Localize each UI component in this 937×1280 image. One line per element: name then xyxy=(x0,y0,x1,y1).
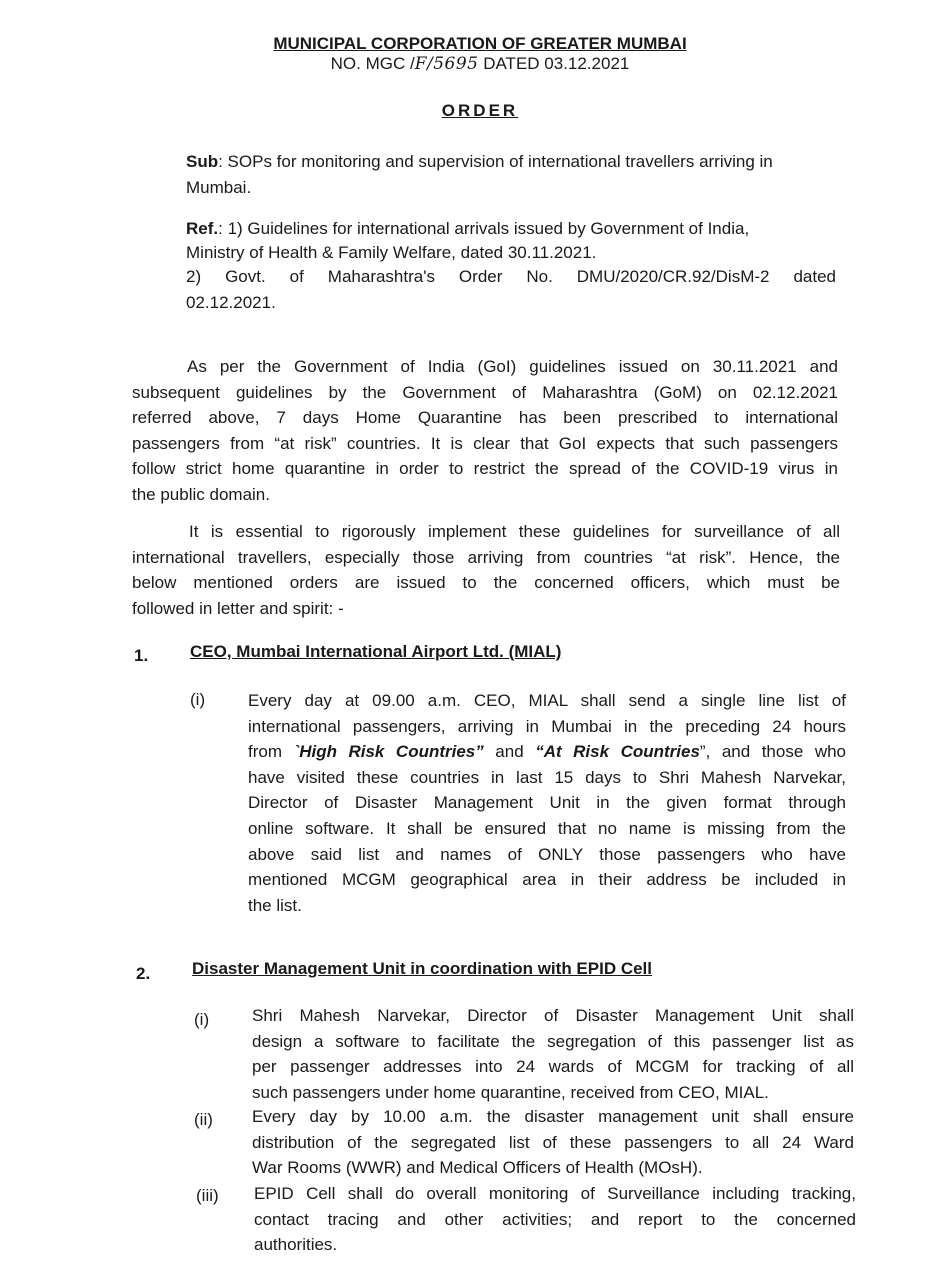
section-2-item-1-line: Shri Mahesh Narvekar, Director of Disaster Management Unit shall xyxy=(252,1006,854,1025)
section-2-item-2-line: Every day by 10.00 a.m. the disaster management unit shall ensure xyxy=(252,1107,854,1126)
text-run: ”, and those who xyxy=(699,742,847,762)
section-2-item-3-text xyxy=(254,1181,856,1258)
section-2-item-2-line: War Rooms (WWR) and Medical Officers of Health (MOsH). xyxy=(252,1158,703,1178)
subject-text: : SOPs for monitoring and supervision of international travellers arriving in xyxy=(218,152,773,171)
text-run: from xyxy=(248,742,294,762)
reference-text-1: : 1) Guidelines for international arrivals issued by Government of India, xyxy=(218,219,750,238)
section-1-item-1-marker: (i) xyxy=(190,690,206,709)
section-1-heading: CEO, Mumbai International Airport Ltd. (MIAL) xyxy=(190,642,562,661)
paragraph-1-line: follow strict home quarantine in order to restrict the spread of the COVID-19 virus in xyxy=(132,459,838,479)
organization-title: MUNICIPAL CORPORATION OF GREATER MUMBAI xyxy=(273,34,687,53)
section-2-item-2-marker: (ii) xyxy=(194,1110,213,1129)
section-2-item-3-line: contact tracing and other activities; and report to the concerned xyxy=(254,1209,856,1229)
section-1-item-1-line: Every day at 09.00 a.m. CEO, MIAL shall send a single line list of xyxy=(248,691,846,710)
subject-label: Sub xyxy=(186,152,219,171)
reference-line-2: Ministry of Health & Family Welfare, dated 30.11.2021. xyxy=(186,243,597,262)
text-run: and xyxy=(483,742,536,762)
reference-prefix: NO. MGC / xyxy=(330,54,415,73)
high-risk-countries-emphasis: `High Risk Countries” xyxy=(293,742,484,762)
paragraph-2 xyxy=(132,519,840,621)
section-2-item-1-line: such passengers under home quarantine, received from CEO, MIAL. xyxy=(252,1082,769,1102)
reference-date: DATED 03.12.2021 xyxy=(478,54,630,73)
paragraph-1-line: As per the Government of India (GoI) guidelines issued on 30.11.2021 and xyxy=(187,357,838,376)
paragraph-2-line: followed in letter and spirit: - xyxy=(132,598,344,618)
section-2-item-1-text xyxy=(252,1003,854,1105)
subject-line-2: Mumbai. xyxy=(186,178,252,197)
paragraph-1-line: referred above, 7 days Home Quarantine has been prescribed to international xyxy=(132,408,838,428)
section-1-item-1-line: the list. xyxy=(248,895,302,915)
section-2-item-3-line: authorities. xyxy=(254,1235,338,1255)
section-2-item-2-line: distribution of the segregated list of these passengers to all 24 Ward xyxy=(252,1132,854,1152)
order-reference-line xyxy=(200,54,760,74)
section-1-item-1-line: above said list and names of ONLY those passengers who have xyxy=(248,844,846,864)
section-2-number: 2. xyxy=(136,964,151,983)
reference-line-4: 02.12.2021. xyxy=(186,293,276,312)
section-2-item-1-line: per passenger addresses into 24 wards of MCGM for tracking of all xyxy=(252,1057,854,1077)
subject-line-1 xyxy=(186,149,773,174)
reference-line-3: 2) Govt. of Maharashtra's Order No. DMU/2020/CR.92/DisM-2 dated xyxy=(186,267,836,286)
section-2-item-1-marker: (i) xyxy=(194,1010,210,1029)
section-1-item-1-text xyxy=(248,688,846,918)
paragraph-1 xyxy=(132,354,838,508)
paragraph-2-line: international travellers, especially those arriving from countries “at risk”. Hence, the xyxy=(132,547,840,567)
section-2-item-2-text xyxy=(252,1104,854,1181)
section-1-item-1-line: have visited these countries in last 15 days to Shri Mahesh Narvekar, xyxy=(248,767,846,787)
reference-label: Ref. xyxy=(186,219,219,238)
paragraph-2-line: below mentioned orders are issued to the concerned officers, which must be xyxy=(132,573,840,593)
paragraph-2-line: It is essential to rigorously implement these guidelines for surveillance of all xyxy=(189,522,840,541)
paragraph-1-line: subsequent guidelines by the Government of Maharashtra (GoM) on 02.12.2021 xyxy=(132,382,838,402)
section-1-item-1-line: online software. It shall be ensured that no name is missing from the xyxy=(248,818,846,838)
section-2-item-3-marker: (iii) xyxy=(196,1186,219,1205)
reference-line-1 xyxy=(186,216,749,241)
section-1-item-1-line xyxy=(248,739,846,765)
paragraph-1-line: passengers from “at risk” countries. It is clear that GoI expects that such passengers xyxy=(132,433,838,453)
section-1-item-1-line: international passengers, arriving in Mumbai in the preceding 24 hours xyxy=(248,716,846,736)
section-1-item-1-line: Director of Disaster Management Unit in the given format through xyxy=(248,793,846,813)
section-2-item-1-line: design a software to facilitate the segregation of this passenger list as xyxy=(252,1031,854,1051)
section-1-number: 1. xyxy=(134,646,149,665)
section-2-item-3-line: EPID Cell shall do overall monitoring of Surveillance including tracking, xyxy=(254,1184,856,1203)
order-title: ORDER xyxy=(441,101,519,120)
section-1-item-1-line: mentioned MCGM geographical area in their address be included in xyxy=(248,870,846,890)
handwritten-number: F/5695 xyxy=(414,54,479,74)
at-risk-countries-emphasis: “At Risk Countries xyxy=(535,742,700,762)
section-2-heading: Disaster Management Unit in coordination with EPID Cell xyxy=(192,959,653,978)
paragraph-1-line: the public domain. xyxy=(132,484,270,504)
